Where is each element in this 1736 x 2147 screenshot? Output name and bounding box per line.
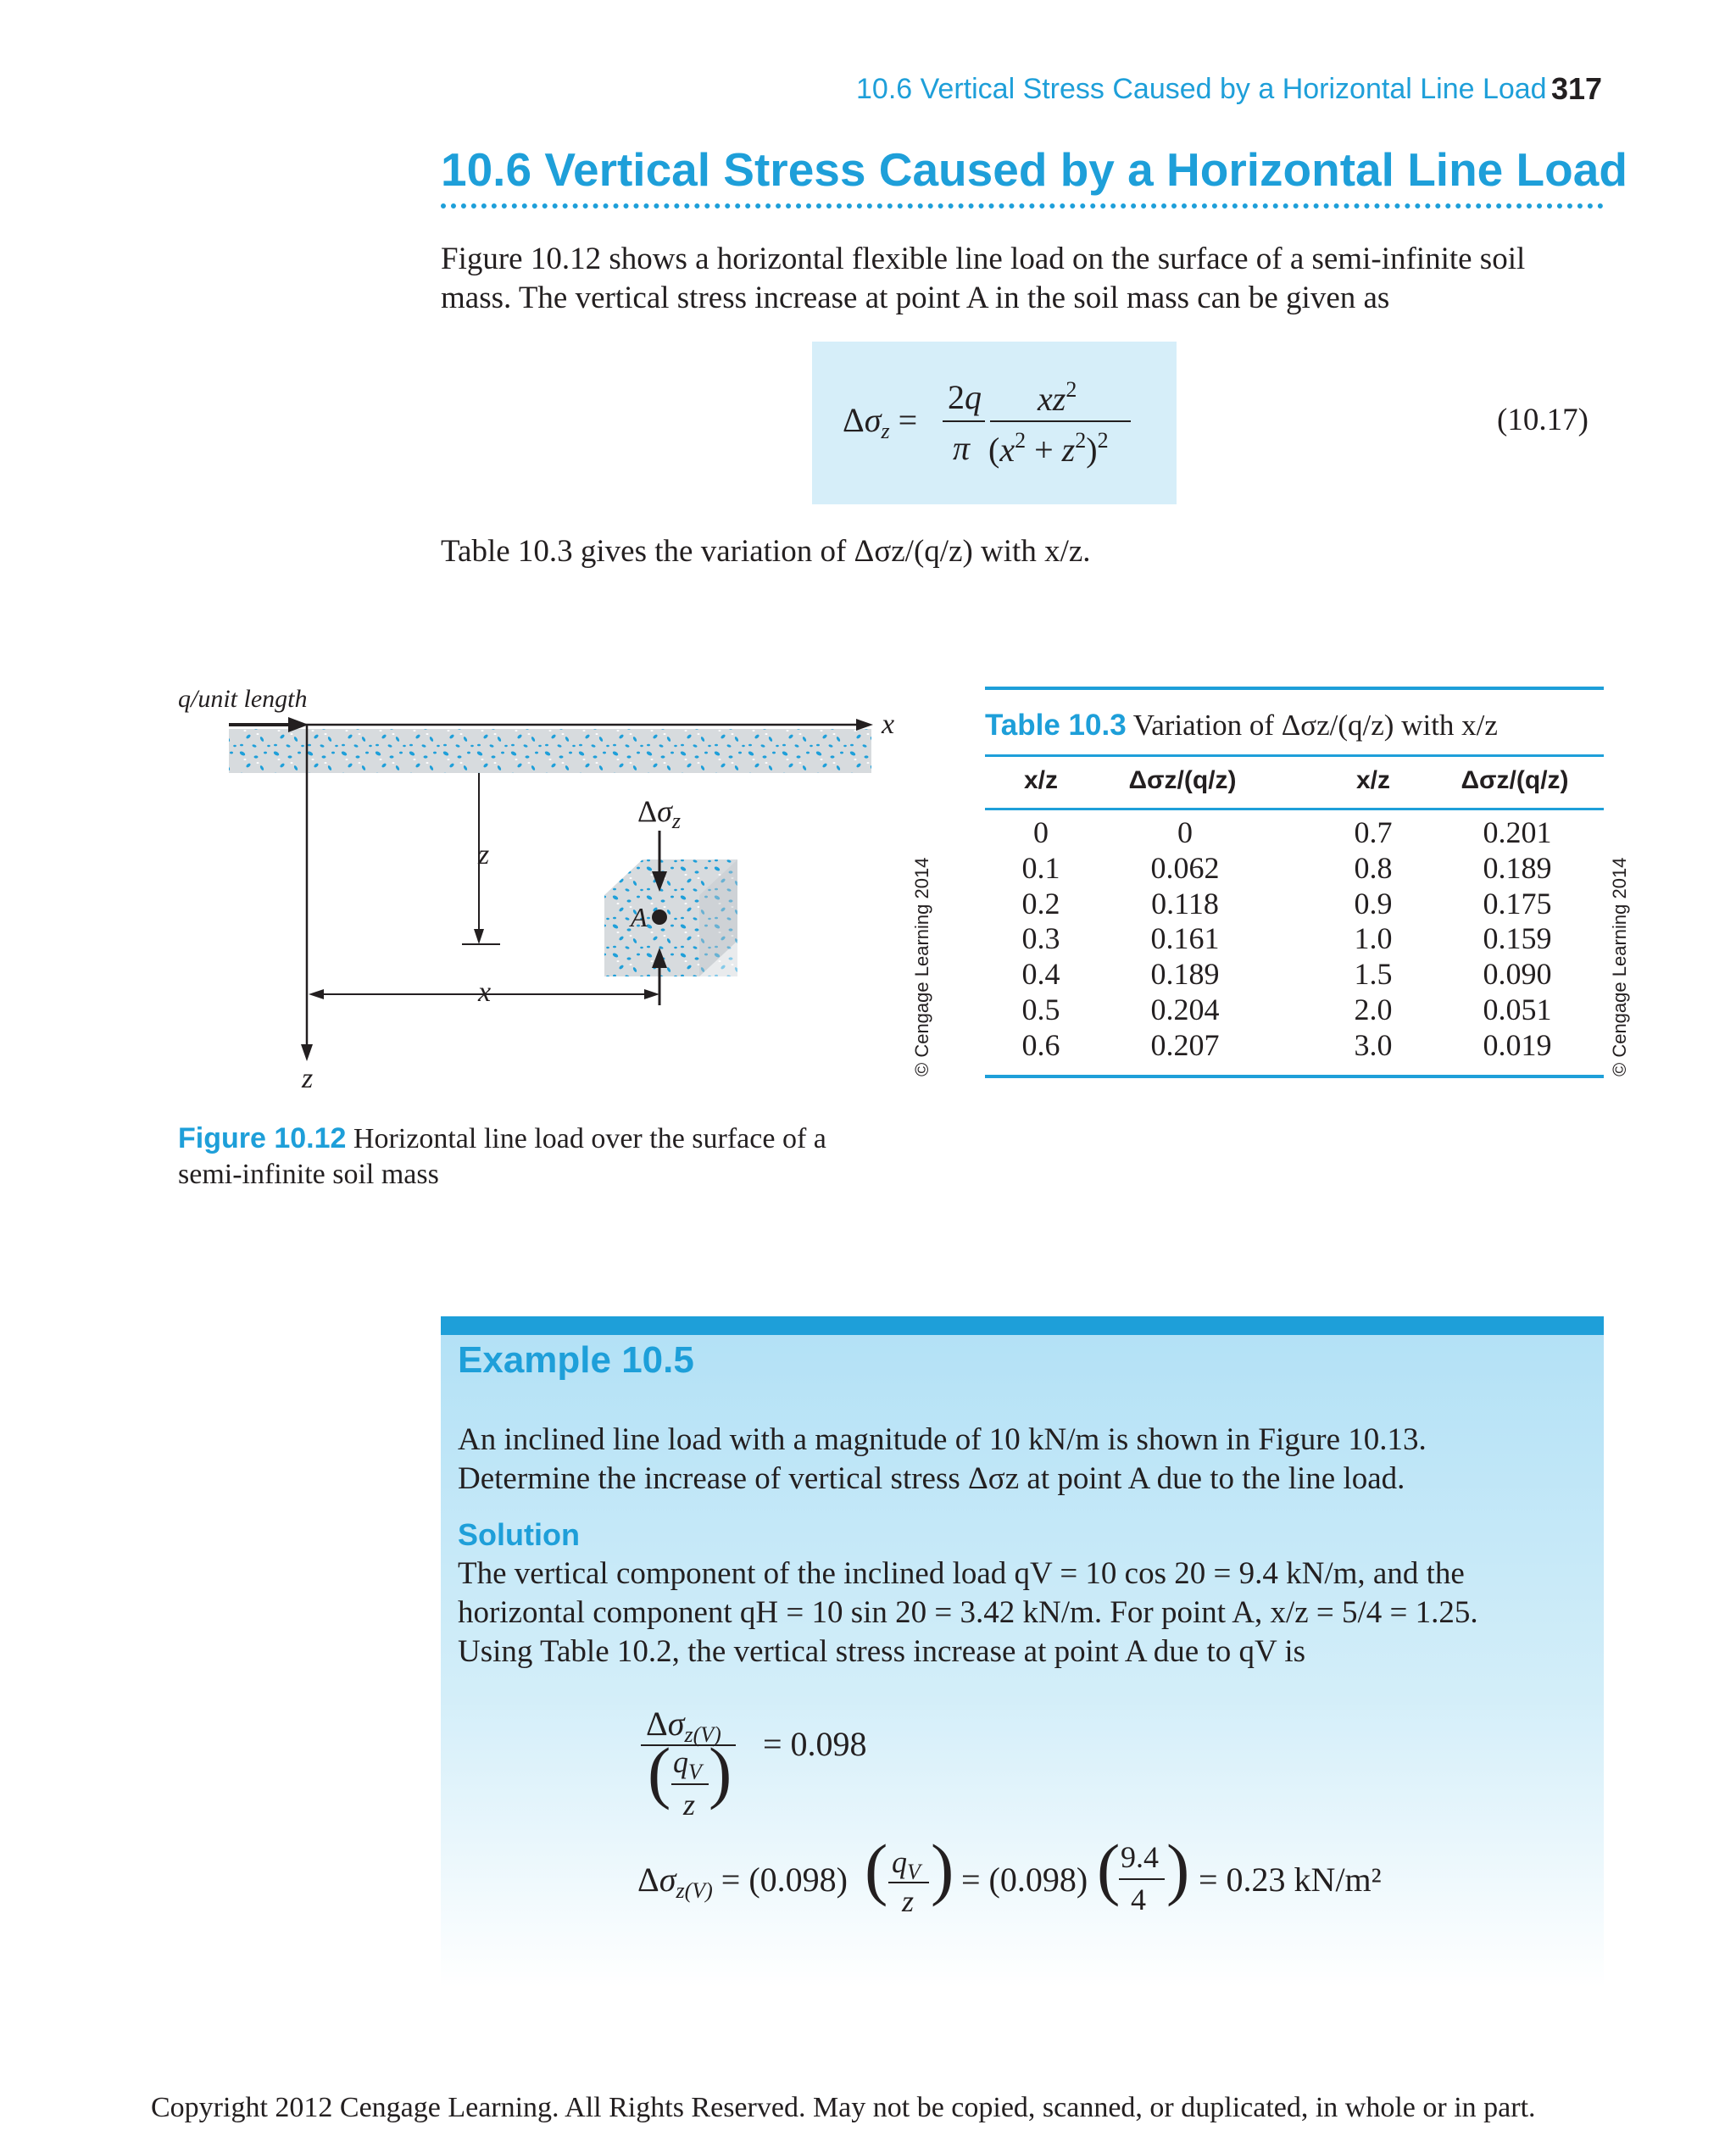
table-cell: 0 xyxy=(1177,815,1193,849)
table-cell: 0.204 xyxy=(1150,992,1220,1026)
ex-eq2-mid: = (0.098) xyxy=(961,1861,1088,1899)
cube-side-speckle xyxy=(699,859,737,976)
figure-load-label: q/unit length xyxy=(178,685,308,713)
table-header-2: Δσz/(q/z) xyxy=(1128,766,1237,794)
ex-eq2-num: 9.4 xyxy=(1121,1840,1159,1874)
table-cell: 0.5 xyxy=(1021,992,1060,1026)
ex-eq1-z: z xyxy=(683,1788,696,1822)
table-title-text: Variation of Δσz/(q/z) with x/z xyxy=(1132,709,1498,742)
point-a-dot xyxy=(652,909,667,925)
table-cell: 0.051 xyxy=(1483,992,1552,1026)
table-ref-text: Table 10.3 gives the variation of Δσz/(q/z) with x/z. xyxy=(441,534,1091,569)
figure-offset-label: x xyxy=(478,976,492,1008)
figure-caption xyxy=(178,1121,826,1193)
ex-eq2-paren-2-left: ( xyxy=(1097,1830,1121,1907)
table-cell: 0.118 xyxy=(1151,886,1219,921)
table-label: Table 10.3 xyxy=(985,709,1127,742)
ex-eq2-z: z xyxy=(902,1884,915,1918)
table-cell: 0.189 xyxy=(1483,850,1552,885)
table-cell: 0.175 xyxy=(1483,886,1552,921)
solution-line-2: horizontal component qH = 10 sin 20 = 3.42 kN/m. For point A, x/z = 5/4 = 1.25. xyxy=(458,1595,1478,1630)
ex-eq2-paren-2-right: ) xyxy=(1166,1830,1190,1907)
table-bottom-rule xyxy=(985,1075,1604,1078)
figure-stress-label: $\Delta\sigma_z$ xyxy=(637,794,682,833)
solution-text xyxy=(458,1555,1594,1671)
eq-num-xz2: $xz^2$ xyxy=(1038,377,1077,418)
example-problem-line-2: Determine the increase of vertical stress Δσz at point A due to the line load. xyxy=(458,1461,1405,1496)
table-column-4 xyxy=(1449,815,1585,1064)
depth-dimension-arrowhead xyxy=(474,929,484,944)
table-header-1: x/z xyxy=(1023,766,1059,794)
table-header-rule-top xyxy=(985,754,1604,757)
figure-caption-label: Figure 10.12 xyxy=(178,1122,347,1154)
table-cell: 0.207 xyxy=(1150,1027,1220,1062)
table-cell: 0 xyxy=(1033,815,1049,849)
table-cell: 0.019 xyxy=(1483,1027,1552,1062)
table-cell: 0.189 xyxy=(1150,957,1220,992)
example-problem-line-1: An inclined line load with a magnitude of 10 kN/m is shown in Figure 10.13. xyxy=(458,1422,1427,1457)
figure-point-label: A xyxy=(631,902,648,932)
cube-front-face xyxy=(604,895,699,976)
figure-10-12-diagram xyxy=(0,0,932,1102)
offset-arrow-right xyxy=(644,989,659,999)
table-cell: 0.159 xyxy=(1483,921,1552,956)
intro-line-1: Figure 10.12 shows a horizontal flexible line load on the surface of a semi-infinite soil xyxy=(441,242,1526,276)
table-cell: 1.5 xyxy=(1354,957,1393,992)
table-header-rule-bottom xyxy=(985,808,1604,810)
equation-number: (10.17) xyxy=(1497,403,1589,437)
example-title: Example 10.5 xyxy=(458,1339,694,1381)
solution-line-3: Using Table 10.2, the vertical stress increase at point A due to qV is xyxy=(458,1634,1305,1669)
ex-eq2-paren-1-right: ) xyxy=(931,1830,954,1907)
ex-eq1-qv: $q_V$ xyxy=(673,1745,702,1784)
figure-credit: © Cengage Learning 2014 xyxy=(911,857,932,1076)
table-cell: 0.7 xyxy=(1354,815,1393,849)
ex-eq1-paren-left: ( xyxy=(648,1733,671,1810)
table-title xyxy=(985,709,1498,743)
intro-line-2: mass. The vertical stress increase at point A in the soil mass can be given as xyxy=(441,281,1390,315)
table-cell: 0.9 xyxy=(1354,886,1393,921)
running-header-title: 10.6 Vertical Stress Caused by a Horizontal Line Load xyxy=(856,73,1547,105)
table-cell: 0.090 xyxy=(1483,957,1552,992)
ex-eq2-qv: $q_V$ xyxy=(892,1845,921,1884)
table-cell: 0.2 xyxy=(1021,886,1060,921)
table-cell: 0.161 xyxy=(1150,921,1220,956)
table-cell: 0.4 xyxy=(1021,957,1060,992)
ex-eq2-lhs: $\Delta\sigma_{z(V)} = (0.098)$ xyxy=(637,1861,848,1903)
figure-depth-label: z xyxy=(478,839,490,870)
table-cell: 0.201 xyxy=(1483,815,1552,849)
eq-lhs: $\Delta\sigma_z$ = xyxy=(843,401,918,443)
solution-label: Solution xyxy=(458,1517,580,1552)
eq-den-pi: π xyxy=(953,429,971,467)
table-cell: 0.6 xyxy=(1021,1027,1060,1062)
page-number: 317 xyxy=(1551,71,1603,106)
table-credit: © Cengage Learning 2014 xyxy=(1609,857,1630,1076)
table-cell: 0.8 xyxy=(1354,850,1393,885)
table-header-4: Δσz/(q/z) xyxy=(1461,766,1569,794)
figure-x-axis-label: x xyxy=(882,709,895,740)
figure-caption-line-1: Horizontal line load over the surface of a xyxy=(353,1123,826,1154)
ex-eq2-paren-1-left: ( xyxy=(865,1830,888,1907)
table-column-3 xyxy=(1331,815,1416,1064)
copyright-notice: Copyright 2012 Cengage Learning. All Rights Reserved. May not be copied, scanned, or duplicated, in whole or in part. xyxy=(151,2092,1536,2123)
ex-eq1-value: = 0.098 xyxy=(763,1725,867,1763)
figure-caption-line-2: semi-infinite soil mass xyxy=(178,1159,439,1190)
x-axis-arrowhead xyxy=(856,719,873,731)
table-cell: 0.1 xyxy=(1021,850,1060,885)
eq-den-sum: $(x^2 + z^2)^2$ xyxy=(988,428,1109,469)
offset-arrow-left xyxy=(309,989,324,999)
ex-eq1-paren-right: ) xyxy=(709,1733,732,1810)
table-top-rule xyxy=(985,687,1604,690)
section-title: 10.6 Vertical Stress Caused by a Horizontal Line Load xyxy=(441,143,1628,196)
table-column-1 xyxy=(999,815,1083,1064)
table-column-2 xyxy=(1117,815,1253,1064)
table-cell: 1.0 xyxy=(1354,921,1393,956)
example-top-bar xyxy=(441,1316,1604,1335)
solution-line-1: The vertical component of the inclined load qV = 10 cos 20 = 9.4 kN/m, and the xyxy=(458,1556,1465,1591)
eq-num-2q: 2q xyxy=(948,378,982,416)
figure-z-axis-label: z xyxy=(302,1063,314,1094)
z-axis-arrowhead xyxy=(301,1044,313,1061)
soil-surface-strip xyxy=(229,729,871,773)
table-cell: 0.062 xyxy=(1150,850,1220,885)
table-header-3: x/z xyxy=(1355,766,1391,794)
table-cell: 3.0 xyxy=(1354,1027,1393,1062)
ex-eq1-inner-frac-line xyxy=(671,1783,709,1785)
table-cell: 0.3 xyxy=(1021,921,1060,956)
ex-eq2-den: 4 xyxy=(1131,1883,1146,1916)
ex-eq2-frac-line-2 xyxy=(1119,1878,1165,1880)
example-problem xyxy=(458,1421,1594,1499)
ex-eq1-numerator: $\Delta\sigma_{z(V)}$ xyxy=(646,1705,721,1747)
eq-frac-line-2 xyxy=(990,420,1131,422)
eq-frac-line-1 xyxy=(943,420,985,422)
table-cell: 2.0 xyxy=(1354,992,1393,1026)
ex-eq2-result: = 0.23 kN/m² xyxy=(1199,1861,1382,1899)
